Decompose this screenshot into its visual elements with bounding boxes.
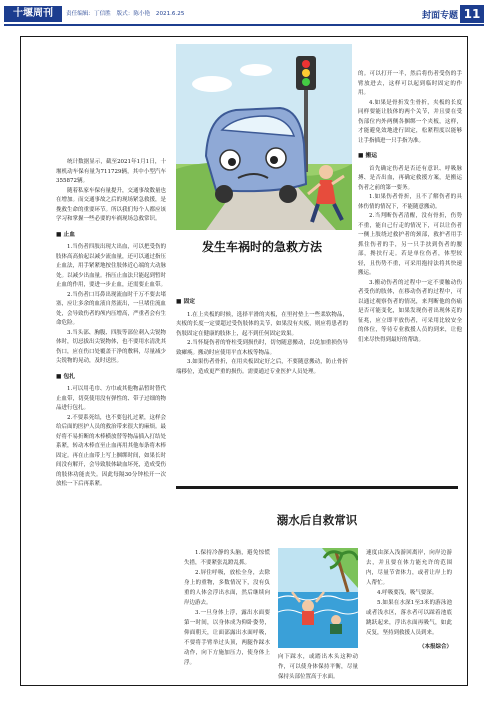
layout-credit: 版式：陈小艳: [116, 11, 151, 17]
sidebar-column-right: [366, 548, 452, 652]
sidebar-column-left: [184, 548, 270, 668]
paragraph: 3.搬动伤者的过程中一定不要触动伤者受伤的肢体，在移动伤者的过程中，可以通过观察伤者的情况，来判断他的伤痛是否可能变化，如果发现伤者出现休克的征兆，应立即平放伤者，可采用比较安全的体位，等待专业救援人员的到来，让他们来尽快得到最好的帮助。: [358, 279, 462, 343]
sidebar-rule: [176, 486, 458, 489]
section-title: 封面专题: [421, 11, 458, 21]
sidebar-title: 溺水后自救常识: [276, 513, 358, 527]
paragraph: 速度由深入浅游回离岸，向岸边游去，并且要在体力能允许的范围内，尽量节省体力，或者让岸上的人帮忙。: [366, 550, 452, 586]
paragraph: 2.不要系死结，也不要包扎过紧，这样会给后面的医护人员的救治带来很大的麻烦。最好将不易折断的木棒横放替等物品插入打结处系紧，转动木棒直至止血再用其他布条将木棒固定。再在止血带上写上捆绑时间，如果长时间没有解开，会导致肢体缺血坏死，造成受伤的肢体功能丧失。因此每隔30分钟松开一次放松一下后再系紧。: [56, 414, 167, 487]
column-middle: [176, 292, 348, 377]
header-rule: [4, 24, 484, 26]
paragraph: 1.可以用毛巾、方巾或其他物品暂时替代止血带，切莫使用没有弹性的、带子过细的物品进行包扎。: [56, 386, 167, 411]
drowning-rescue-illustration: [278, 548, 358, 648]
car-accident-illustration: [176, 44, 352, 230]
masthead: 十堰周刊: [4, 6, 62, 22]
sidebar-column-middle: [278, 652, 358, 682]
article-title: 发生车祸时的急救方法: [201, 240, 322, 254]
page-header: [0, 0, 488, 26]
paragraph: 2.当伤者口耳鼻出现流血时千万不要去堵塞，应让多余的血液自然流出，一旦堵住流血处，会导致伤者的颅内压增高，严重者会有生命危险。: [56, 291, 167, 326]
paragraph: 4.如果是骨折发生骨折，夹板的长度同样要能让肢体的两个关节，并且要在受伤部位内外两侧各捆绑一个夹板，这样，才能避免效地进行固定，松紧程度以能够让手指插进一只手指为准。: [358, 99, 462, 144]
intro-paragraph: 统计数据显示，截至2021年1月1日，十堰机动车保有量为711729辆，其中小型汽车355872辆。: [56, 159, 166, 184]
section-heading-moving: ■ 搬运: [358, 152, 462, 162]
paragraph: 3.如果伤者骨折，在用夹板固定好之后，不要随意搬动，防止骨折端移位，造成更严重的损伤。需要通过专业医护人员处理。: [176, 359, 348, 375]
paragraph: 1.当伤者四肢出现大出血，可以把受伤的肢体高高抬起以减少流血量，还可以通过指压止血法，用手紧紧地按住肢体近心端的大动脉处。以减少出血量。指压止血法只能起到暂时止血的作用，要进一步止血，还需要止血带。: [56, 244, 167, 288]
paragraph: 向下踩水，或踏出木头这种动作，可以使身体保持平衡，尽量保持头部位置高于水面。: [278, 654, 358, 680]
column-left: [56, 158, 166, 490]
paragraph: 1.在上夹板的时候，选择平滑的夹板，在里衬垫上一些柔软物品，夹板的长度一定要超过受伤肢体的关节，如果没有夹板，则应将患者的伤肢固定在健康的肢体上，起不到任何固定效果。: [176, 311, 348, 337]
paragraph: 的。可以打开一半，然后将伤者受伤的手臂放进去，这样可以起到临时固定的作用。: [358, 71, 462, 96]
credits-line: [66, 9, 188, 17]
source-credit: （本报综合）: [418, 644, 452, 650]
paragraph: 2.屏住呼吸，放松全身，去除身上的重物，多数情况下，没有负重的人体会浮出水面，然后继续向岸边游去。: [184, 570, 270, 606]
section-heading-fixation: ■ 固定: [176, 298, 348, 308]
paragraph: 1.如果伤者骨折，且不了解伤者的具体伤情的情况下，不能随意搬动。: [358, 194, 462, 210]
issue-date: 2021.6.25: [155, 11, 185, 17]
paragraph: 随着私家车保有量提升，交通事故数量也在增加。而交通事故之后的现场紧急救援，是挽救生命的重要环节。所以我们每个人都应该学习和掌握一些必要的车祸现场急救常识。: [56, 187, 167, 222]
paragraph: 5.如果在水深1至3米的游泳池或者浅水区，落水者可以踩着池底跳跃起来，浮出水面再吸气，如此反复，坚持到救援人员到来。: [366, 600, 452, 636]
section-heading-bandage: ■ 包扎: [56, 373, 166, 383]
editor-credit: 责任编辑：丁信胜: [66, 11, 111, 17]
paragraph: 2.当怀疑伤者的脊柱受到损伤时，切勿随意搬动，以免加重损伤导致瘫痪。搬动时应使用平直木板等物品。: [176, 340, 348, 356]
drowning-sidebar: [176, 486, 458, 682]
paragraph: 1.保持冷静的头脑，避免惊慌失措，不要紧张乱蹬乱抓。: [184, 550, 270, 566]
paragraph: 4.呼吸要浅，吸气要深。: [377, 590, 438, 596]
column-right: [358, 70, 462, 345]
paragraph: 3.当头部、胸腹、四肢等部位刺入尖锐物体时，切忌拔出尖锐物体，也不要用水清洗其伤口，应在伤口处覆盖干净的敷料，尽量减少尖锐物的晃动，及时送医。: [56, 329, 167, 364]
section-heading-bleeding: ■ 止血: [56, 231, 166, 241]
page-number: 11: [460, 5, 484, 23]
paragraph: 2.当判断伤者清醒，没有骨折，伤势不重，能自己行走的情况下，可以让伤者一侧上肢绕过救护者的颈部，救护者用手抓住伤者的手，另一只手扶到伤者的腰部，搀扶行走。若是单位伤者，体型较轻，且伤势不重，可采用抱持法将其快速搬运。: [358, 213, 462, 276]
paragraph: 首先确定伤者是否还有意识、呼吸脉搏、是否出血，再确定救援方案，是搬运伤者之前的第一要务。: [358, 165, 462, 191]
paragraph: 3.一旦身体上浮，露出水面要第一时间，以身体成为仰卧姿势，仰面朝天，让面部露出水面呼吸，不要将手臂举过头顶，两腿作踩水动作，向下方施加压力，使身体上浮。: [184, 610, 270, 666]
